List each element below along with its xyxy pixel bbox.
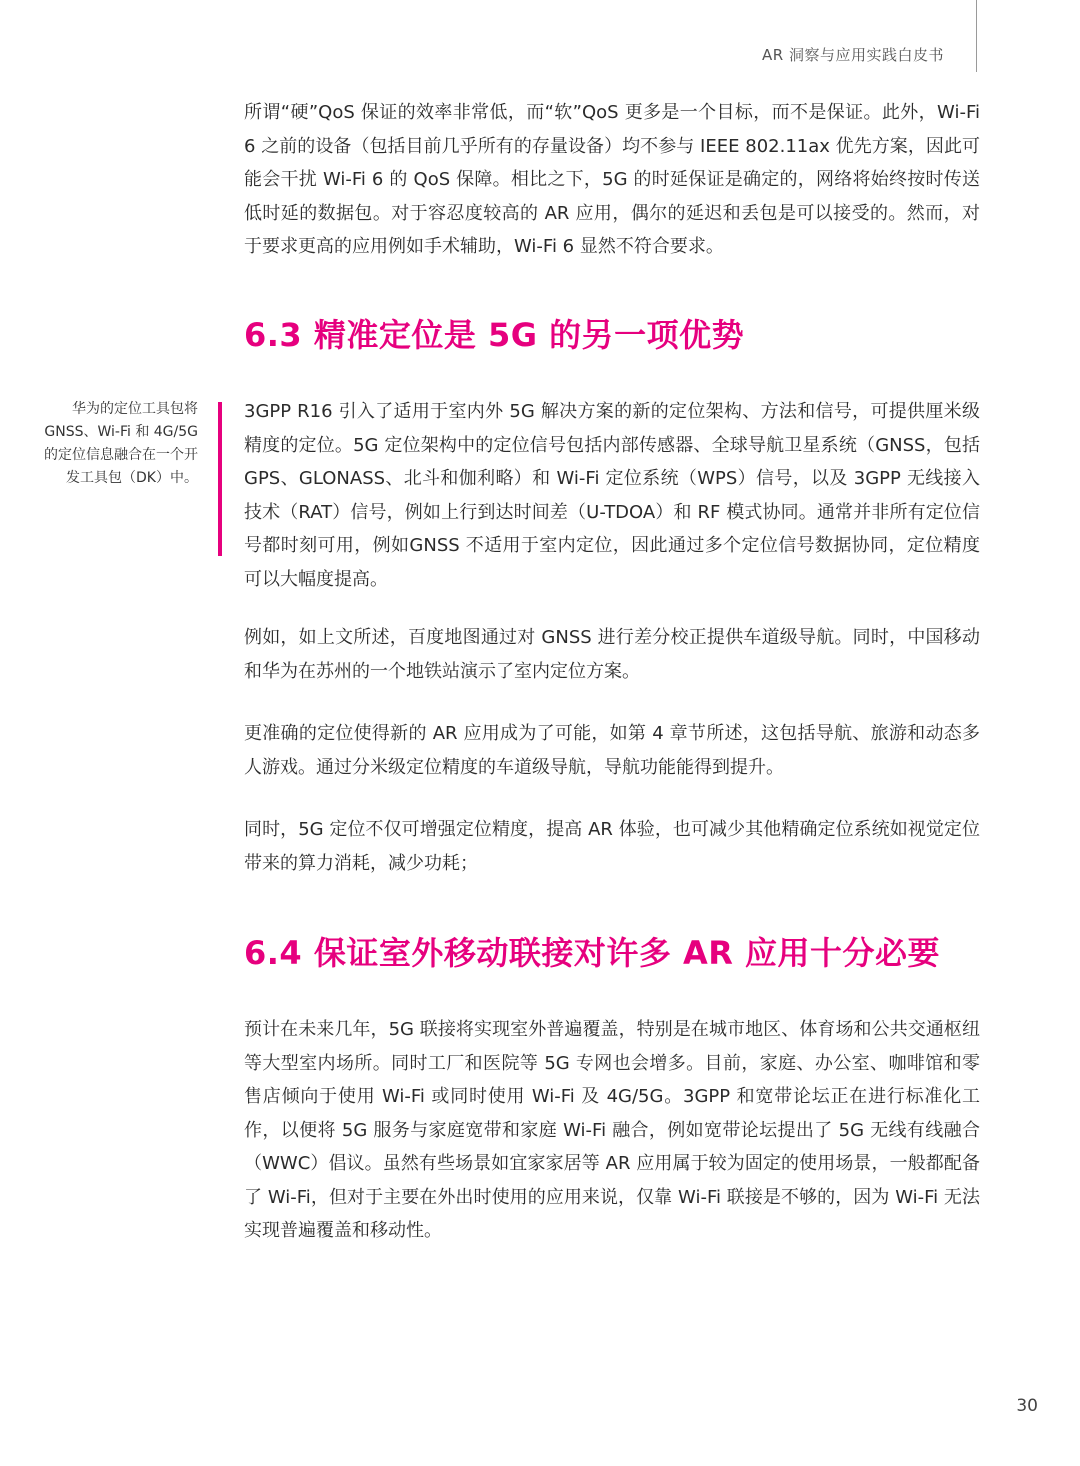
section-heading-6-3: 6.3 精准定位是 5G 的另一项优势: [244, 316, 745, 354]
sidenote-accent-bar: [218, 402, 222, 556]
section-6-3-paragraph-4: 同时，5G 定位不仅可增强定位精度，提高 AR 体验，也可减少其他精确定位系统如视觉定位带来的算力消耗，减少功耗；: [244, 819, 980, 874]
section-6-3-paragraph-1: 3GPP R16 引入了适用于室内外 5G 解决方案的新的定位架构、方法和信号，可提供厘米级精度的定位。5G 定位架构中的定位信号包括内部传感器、全球导航卫星系统（GNSS，包括 GPS、GLONASS、北斗和伽利略）和 Wi-Fi 定位系统（WPS）信号，以及 3GPP 无线接入技术（RAT）信号，例如上行到达时间差（U-TDOA）和 RF 模式协同。通常并非所有定位信号都时刻可用，例如GNSS 不适用于室内定位，因此通过多个定位信号数据协同，定位精度可以大幅度提高。: [244, 401, 980, 590]
page-number: 30: [1016, 1396, 1038, 1416]
sidenote-text: 华为的定位工具包将 GNSS、Wi-Fi 和 4G/5G 的定位信息融合在一个开发工具包（DK）中。: [44, 401, 198, 486]
section-heading-6-4: 6.4 保证室外移动联接对许多 AR 应用十分必要: [244, 934, 941, 972]
header-divider: [976, 0, 977, 72]
section-6-3-paragraph-3: 更准确的定位使得新的 AR 应用成为了可能，如第 4 章节所述，这包括导航、旅游和动态多人游戏。通过分米级定位精度的车道级导航，导航功能能得到提升。: [244, 723, 980, 778]
section-6-4-paragraph-1: 预计在未来几年，5G 联接将实现室外普遍覆盖，特别是在城市地区、体育场和公共交通枢纽等大型室内场所。同时工厂和医院等 5G 专网也会增多。目前，家庭、办公室、咖啡馆和零售店倾向于使用 Wi-Fi 或同时使用 Wi-Fi 及 4G/5G。3GPP 和宽带论坛正在进行标准化工作，以便将 5G 服务与家庭宽带和家庭 Wi-Fi 融合，例如宽带论坛提出了 5G 无线有线融合（WWC）倡议。虽然有些场景如宜家家居等 AR 应用属于较为固定的使用场景，一般都配备了 Wi-Fi，但对于主要在外出时使用的应用来说，仅靠 Wi-Fi 联接是不够的，因为 Wi-Fi 无法实现普遍覆盖和移动性。: [244, 1019, 980, 1241]
section-6-3-paragraph-2: 例如，如上文所述，百度地图通过对 GNSS 进行差分校正提供车道级导航。同时，中国移动和华为在苏州的一个地铁站演示了室内定位方案。: [244, 627, 980, 682]
document-title: AR 洞察与应用实践白皮书: [762, 46, 944, 64]
intro-paragraph: 所谓“硬”QoS 保证的效率非常低，而“软”QoS 更多是一个目标，而不是保证。此外，Wi-Fi 6 之前的设备（包括目前几乎所有的存量设备）均不参与 IEEE 802.11ax 优先方案，因此可能会干扰 Wi-Fi 6 的 QoS 保障。相比之下，5G 的时延保证是确定的，网络将始终按时传送低时延的数据包。对于容忍度较高的 AR 应用，偶尔的延迟和丢包是可以接受的。然而，对于要求更高的应用例如手术辅助，Wi-Fi 6 显然不符合要求。: [244, 102, 980, 257]
